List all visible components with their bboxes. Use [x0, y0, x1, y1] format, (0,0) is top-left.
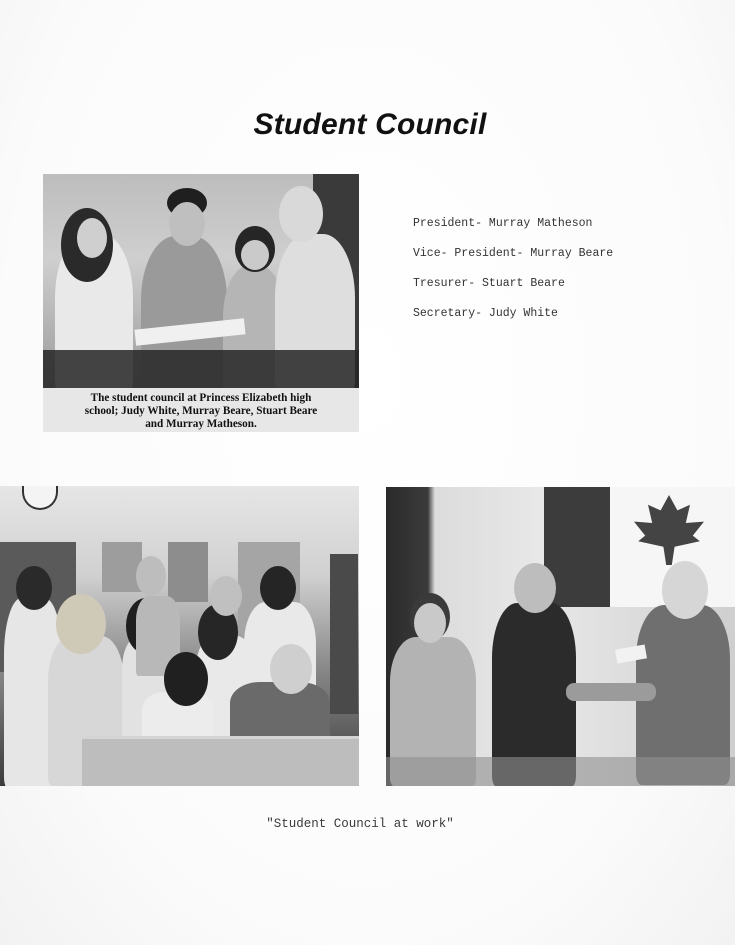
officer-row	[413, 246, 613, 276]
officer-row	[413, 276, 613, 306]
caption-line: and Murray Matheson.	[145, 418, 257, 430]
officer-list	[413, 216, 613, 336]
officer-role: President-	[413, 217, 483, 230]
person-hair	[662, 561, 708, 619]
person-face	[77, 218, 107, 258]
officer-name: Stuart Beare	[482, 277, 565, 290]
floor-shadow	[43, 350, 359, 388]
person-face	[414, 603, 446, 643]
newspaper-clipping	[43, 174, 359, 432]
person-face	[270, 644, 312, 694]
officer-name: Murray Matheson	[488, 217, 593, 230]
officer-name: Murray Beare	[530, 247, 614, 260]
officer-row	[413, 216, 613, 246]
page-title: Student Council	[253, 108, 487, 141]
window-shape	[168, 542, 208, 602]
person-hair	[260, 566, 296, 610]
clipping-caption	[43, 388, 359, 432]
officer-row	[413, 306, 613, 336]
person-face	[210, 576, 242, 616]
award-photo	[386, 487, 735, 786]
table-shape	[82, 736, 359, 786]
officer-name: Judy White	[488, 307, 558, 320]
officer-role: Vice- President-	[413, 247, 524, 260]
caption-line: The student council at Princess Elizabeth high	[90, 392, 312, 404]
officer-role: Tresurer-	[413, 277, 476, 290]
clipping-photo	[43, 174, 359, 388]
person-face	[514, 563, 556, 613]
group-photo	[0, 486, 359, 786]
person-face	[279, 186, 323, 242]
clock-icon	[22, 486, 58, 510]
caption-line: school; Judy White, Murray Beare, Stuart Beare	[84, 405, 318, 417]
person-hair	[164, 652, 208, 706]
person-face	[169, 202, 205, 246]
officer-role: Secretary-	[413, 307, 483, 320]
shelf-shape	[330, 554, 358, 714]
person-face	[136, 556, 166, 596]
person-face	[241, 240, 269, 270]
person-hair	[56, 594, 106, 654]
handshake-shape	[566, 683, 656, 701]
window-shape	[102, 542, 142, 592]
floor-shadow	[386, 757, 735, 786]
photo-caption: "Student Council at work"	[266, 817, 454, 831]
person-hair	[16, 566, 52, 610]
